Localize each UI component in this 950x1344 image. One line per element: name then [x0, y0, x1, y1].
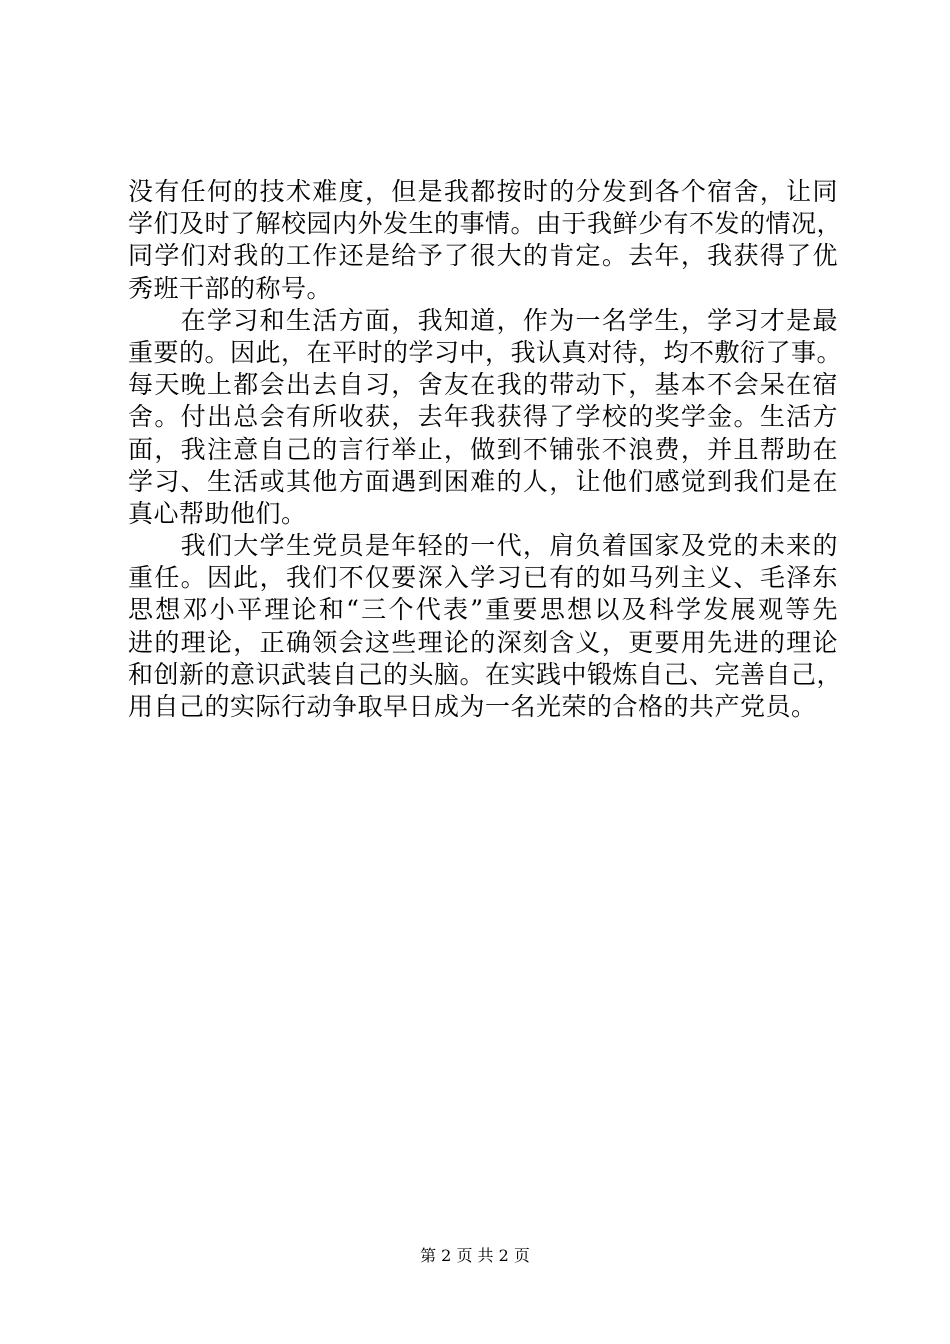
text-line: 每天晚上都会出去自习，舍友在我的带动下，基本不会呆在宿 [128, 370, 838, 400]
document-body [128, 176, 843, 723]
text-line: 和创新的意识武装自己的头脑。在实践中锻炼自己、完善自己， [128, 659, 843, 689]
text-line: 用自己的实际行动争取早日成为一名光荣的合格的共产党员。 [128, 692, 817, 721]
text-line: 在学习和生活方面，我知道，作为一名学生，学习才是最 [128, 305, 838, 335]
page-footer [0, 1243, 950, 1266]
text-line: 学们及时了解校园内外发生的事情。由于我鲜少有不发的情况， [128, 209, 843, 239]
text-line: 学习、生活或其他方面遇到困难的人，让他们感觉到我们是在 [128, 466, 838, 496]
text-line: 进的理论，正确领会这些理论的深刻含义，更要用先进的理论 [128, 627, 838, 657]
text-line: 思想邓小平理论和“三个代表”重要思想以及科学发展观等先 [128, 595, 838, 625]
text-line: 面，我注意自己的言行举止，做到不铺张不浪费，并且帮助在 [128, 434, 838, 464]
text-line: 没有任何的技术难度，但是我都按时的分发到各个宿舍，让同 [128, 177, 838, 206]
text-line: 重要的。因此，在平时的学习中，我认真对待，均不敷衍了事。 [128, 337, 843, 367]
text-line: 重任。因此，我们不仅要深入学习已有的如马列主义、毛泽东 [128, 563, 838, 593]
text-line: 舍。付出总会有所收获，去年我获得了学校的奖学金。生活方 [128, 402, 838, 432]
text-line: 我们大学生党员是年轻的一代，肩负着国家及党的未来的 [128, 531, 838, 561]
text-line: 秀班干部的称号。 [128, 273, 333, 303]
text-line: 真心帮助他们。 [128, 498, 307, 528]
page-number-label: 第 2 页 共 2 页 [420, 1246, 530, 1265]
text-line: 同学们对我的工作还是给予了很大的肯定。去年，我获得了优 [128, 241, 838, 271]
